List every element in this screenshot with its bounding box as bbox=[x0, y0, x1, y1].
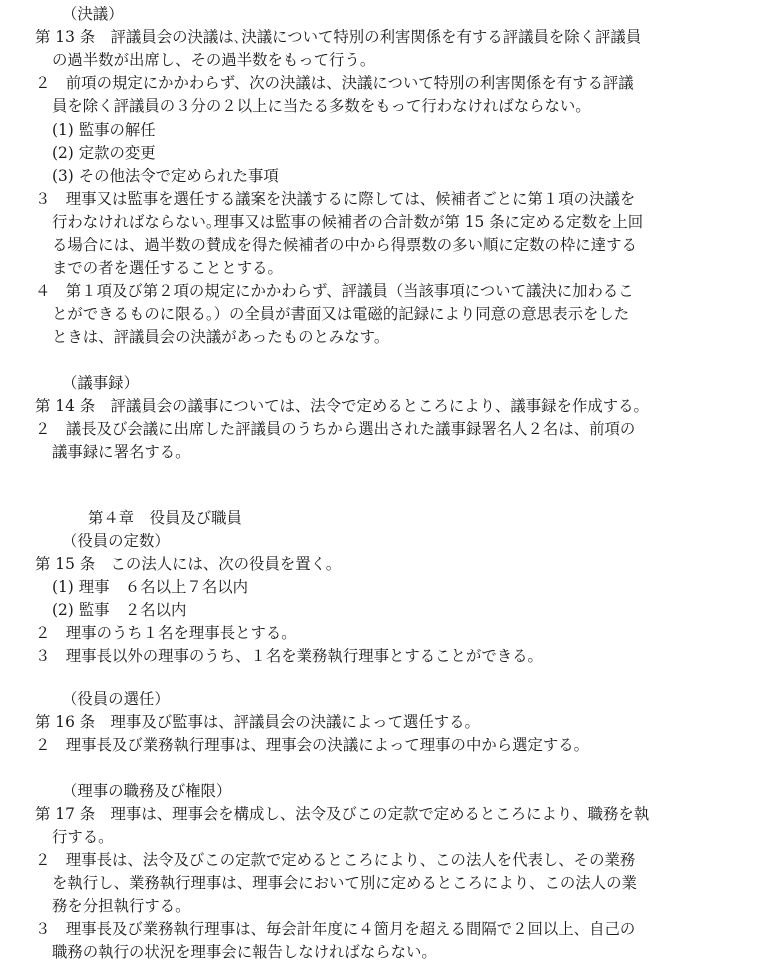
heading-officer-count: （役員の定数） bbox=[62, 532, 170, 550]
list-item: (2) 監事 ２名以内 bbox=[52, 601, 187, 619]
text-line: 行わなければならない｡理事又は監事の候補者の合計数が第 15 条に定める定数を上回 bbox=[52, 213, 644, 231]
text-line: を執行し、業務執行理事は、理事会において別に定めるところにより、この法人の業 bbox=[52, 874, 637, 892]
article-16: 第 16 条 理事及び監事は、評議員会の決議によって選任する。 bbox=[35, 713, 480, 731]
paragraph-17-2: ２ 理事長は、法令及びこの定款で定めるところにより、この法人を代表し、その業務 bbox=[35, 851, 636, 869]
chapter-title: 第４章 役員及び職員 bbox=[88, 509, 242, 527]
list-item: (1) 理事 ６名以上７名以内 bbox=[52, 578, 248, 596]
text-line: 員を除く評議員の３分の２以上に当たる多数をもって行わなければならない。 bbox=[52, 97, 591, 115]
paragraph-15-3: ３ 理事長以外の理事のうち、１名を業務執行理事とすることができる。 bbox=[35, 647, 543, 665]
text-line: の過半数が出席し、その過半数をもって行う。 bbox=[52, 51, 376, 69]
list-item: (1) 監事の解任 bbox=[52, 121, 156, 139]
list-item: (3) その他法令で定められた事項 bbox=[52, 167, 279, 185]
text-line: までの者を選任することとする。 bbox=[52, 259, 283, 277]
text-line: ときは、評議員会の決議があったものとみなす。 bbox=[52, 328, 390, 346]
text-line: 議事録に署名する。 bbox=[52, 443, 191, 461]
heading-minutes: （議事録） bbox=[62, 374, 139, 392]
heading-resolution: （決議） bbox=[62, 5, 124, 23]
heading-officer-election: （役員の選任） bbox=[62, 690, 170, 708]
paragraph-14-2: ２ 議長及び会議に出席した評議員のうちから選出された議事録署名人２名は、前項の bbox=[35, 420, 636, 438]
article-14: 第 14 条 評議員会の議事については、法令で定めるところにより、議事録を作成する。 bbox=[35, 397, 649, 415]
text-line: 職務の執行の状況を理事会に報告しなければならない。 bbox=[52, 943, 437, 961]
heading-director-duties: （理事の職務及び権限） bbox=[62, 782, 232, 800]
paragraph-13-3: ３ 理事又は監事を選任する議案を決議するに際しては、候補者ごとに第１項の決議を bbox=[35, 190, 636, 208]
paragraph-17-3: ３ 理事長及び業務執行理事は、毎会計年度に４箇月を超える間隔で２回以上、自己の bbox=[35, 920, 636, 938]
article-13: 第 13 条 評議員会の決議は､決議について特別の利害関係を有する評議員を除く評議員 bbox=[35, 28, 642, 46]
text-line: とができるものに限る。）の全員が書面又は電磁的記録により同意の意思表示をした bbox=[52, 305, 630, 323]
text-line: 務を分担執行する。 bbox=[52, 897, 191, 915]
paragraph-13-4: ４ 第１項及び第２項の規定にかかわらず、評議員（当該事項について議決に加わるこ bbox=[35, 282, 634, 300]
paragraph-16-2: ２ 理事長及び業務執行理事は、理事会の決議によって理事の中から選定する。 bbox=[35, 736, 590, 754]
text-line: る場合には、過半数の賛成を得た候補者の中から得票数の多い順に定数の枠に達する bbox=[52, 236, 637, 254]
article-15: 第 15 条 この法人には、次の役員を置く。 bbox=[35, 555, 342, 573]
paragraph-15-2: ２ 理事のうち１名を理事長とする。 bbox=[35, 624, 297, 642]
article-17: 第 17 条 理事は、理事会を構成し、法令及びこの定款で定めるところにより、職務を執 bbox=[35, 805, 650, 823]
paragraph-13-2: ２ 前項の規定にかかわらず、次の決議は、決議について特別の利害関係を有する評議 bbox=[35, 74, 634, 92]
list-item: (2) 定款の変更 bbox=[52, 144, 156, 162]
text-line: 行する。 bbox=[52, 828, 114, 846]
